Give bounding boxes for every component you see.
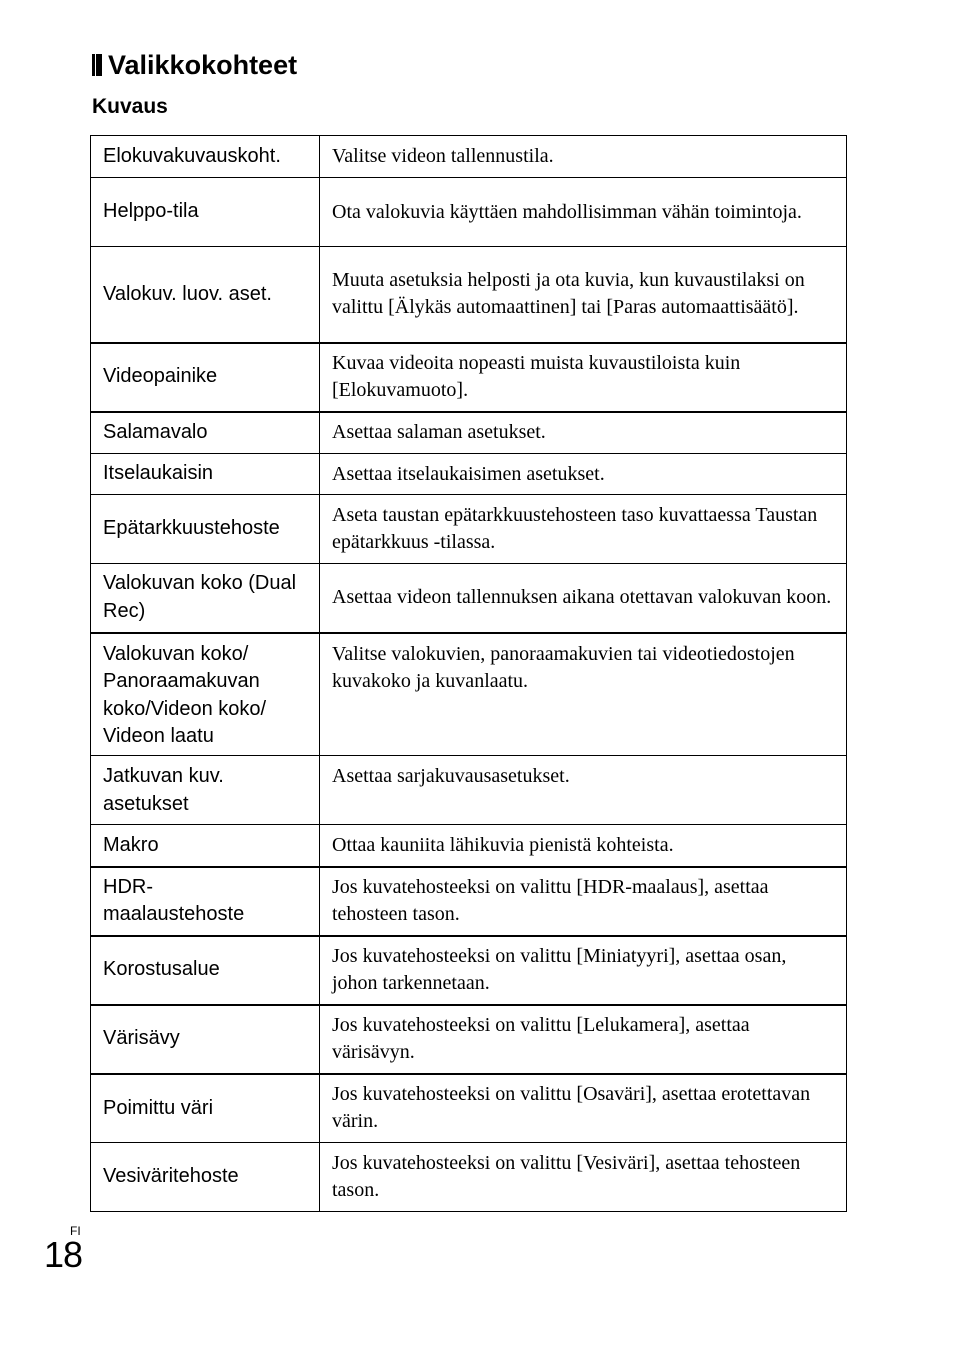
table-row: [91, 412, 847, 454]
menu-item-name: Valokuv. luov. aset.: [91, 247, 320, 343]
section-title: [92, 46, 297, 84]
menu-item-name: Salamavalo: [91, 412, 320, 454]
menu-item-description: Asettaa videon tallennuksen aikana otettavan valokuvan koon.: [320, 564, 847, 633]
table-row: [91, 136, 847, 178]
menu-item-name: Itselaukaisin: [91, 454, 320, 495]
menu-item-name: Poimittu väri: [91, 1074, 320, 1143]
table-row: [91, 936, 847, 1005]
menu-item-description: Aseta taustan epätarkkuustehosteen taso kuvattaessa Taustan epätarkkuus -tilassa.: [320, 495, 847, 564]
table-row: [91, 1005, 847, 1074]
menu-item-name: Vesiväritehoste: [91, 1143, 320, 1212]
table-row: [91, 247, 847, 343]
menu-item-description: Kuvaa videoita nopeasti muista kuvaustiloista kuin [Elokuvamuoto].: [320, 343, 847, 412]
table-row: [91, 343, 847, 412]
menu-item-description: Ota valokuvia käyttäen mahdollisimman vähän toimintoja.: [320, 178, 847, 247]
menu-item-description: Muuta asetuksia helposti ja ota kuvia, kun kuvaustilaksi on valittu [Älykäs automaattinen] tai [Paras automaattisäätö].: [320, 247, 847, 343]
menu-item-description: Jos kuvatehosteeksi on valittu [Vesiväri], asettaa tehosteen tason.: [320, 1143, 847, 1212]
menu-item-name: Elokuvakuvauskoht.: [91, 136, 320, 178]
menu-item-description: Asettaa sarjakuvausasetukset.: [320, 756, 847, 825]
menu-items-table: [90, 135, 847, 1212]
menu-item-name: Korostusalue: [91, 936, 320, 1005]
menu-item-description: Valitse valokuvien, panoraamakuvien tai videotiedostojen kuvakoko ja kuvanlaatu.: [320, 633, 847, 756]
page-number: 18: [44, 1234, 83, 1275]
table-row: [91, 825, 847, 867]
table-row: [91, 495, 847, 564]
section-title-text: Valikkokohteet: [108, 50, 298, 80]
section-marker-icon: [92, 54, 102, 76]
menu-item-name: Valokuvan koko (Dual Rec): [91, 564, 320, 633]
table-row: [91, 867, 847, 936]
table-row: [91, 1074, 847, 1143]
menu-item-name: Epätarkkuustehoste: [91, 495, 320, 564]
table-row: [91, 1143, 847, 1212]
table-row: [91, 178, 847, 247]
menu-item-name: Valokuvan koko/ Panoraamakuvan koko/Videon koko/ Videon laatu: [91, 633, 320, 756]
menu-item-description: Jos kuvatehosteeksi on valittu [Lelukamera], asettaa värisävyn.: [320, 1005, 847, 1074]
menu-item-name-text: HDR-maalaustehoste: [103, 875, 245, 925]
menu-item-name: [91, 867, 320, 936]
menu-item-description: Asettaa itselaukaisimen asetukset.: [320, 454, 847, 495]
menu-item-name: Jatkuvan kuv. asetukset: [91, 756, 320, 825]
menu-item-description: Ottaa kauniita lähikuvia pienistä kohteista.: [320, 825, 847, 867]
page-language-code: FI: [70, 1224, 81, 1238]
menu-item-description: Valitse videon tallennustila.: [320, 136, 847, 178]
subsection-title: Kuvaus: [92, 95, 168, 118]
menu-item-name: Värisävy: [91, 1005, 320, 1074]
menu-item-name: Videopainike: [91, 343, 320, 412]
table-row: [91, 633, 847, 756]
menu-item-description: Jos kuvatehosteeksi on valittu [Osaväri], asettaa erotettavan värin.: [320, 1074, 847, 1143]
menu-item-description: Jos kuvatehosteeksi on valittu [Miniatyyri], asettaa osan, johon tarkennetaan.: [320, 936, 847, 1005]
menu-item-name: Helppo-tila: [91, 178, 320, 247]
menu-item-description: Asettaa salaman asetukset.: [320, 412, 847, 454]
menu-item-name: Makro: [91, 825, 320, 867]
table-row: [91, 454, 847, 495]
table-row: [91, 564, 847, 633]
table-row: [91, 756, 847, 825]
menu-item-description: Jos kuvatehosteeksi on valittu [HDR-maalaus], asettaa tehosteen tason.: [320, 867, 847, 936]
